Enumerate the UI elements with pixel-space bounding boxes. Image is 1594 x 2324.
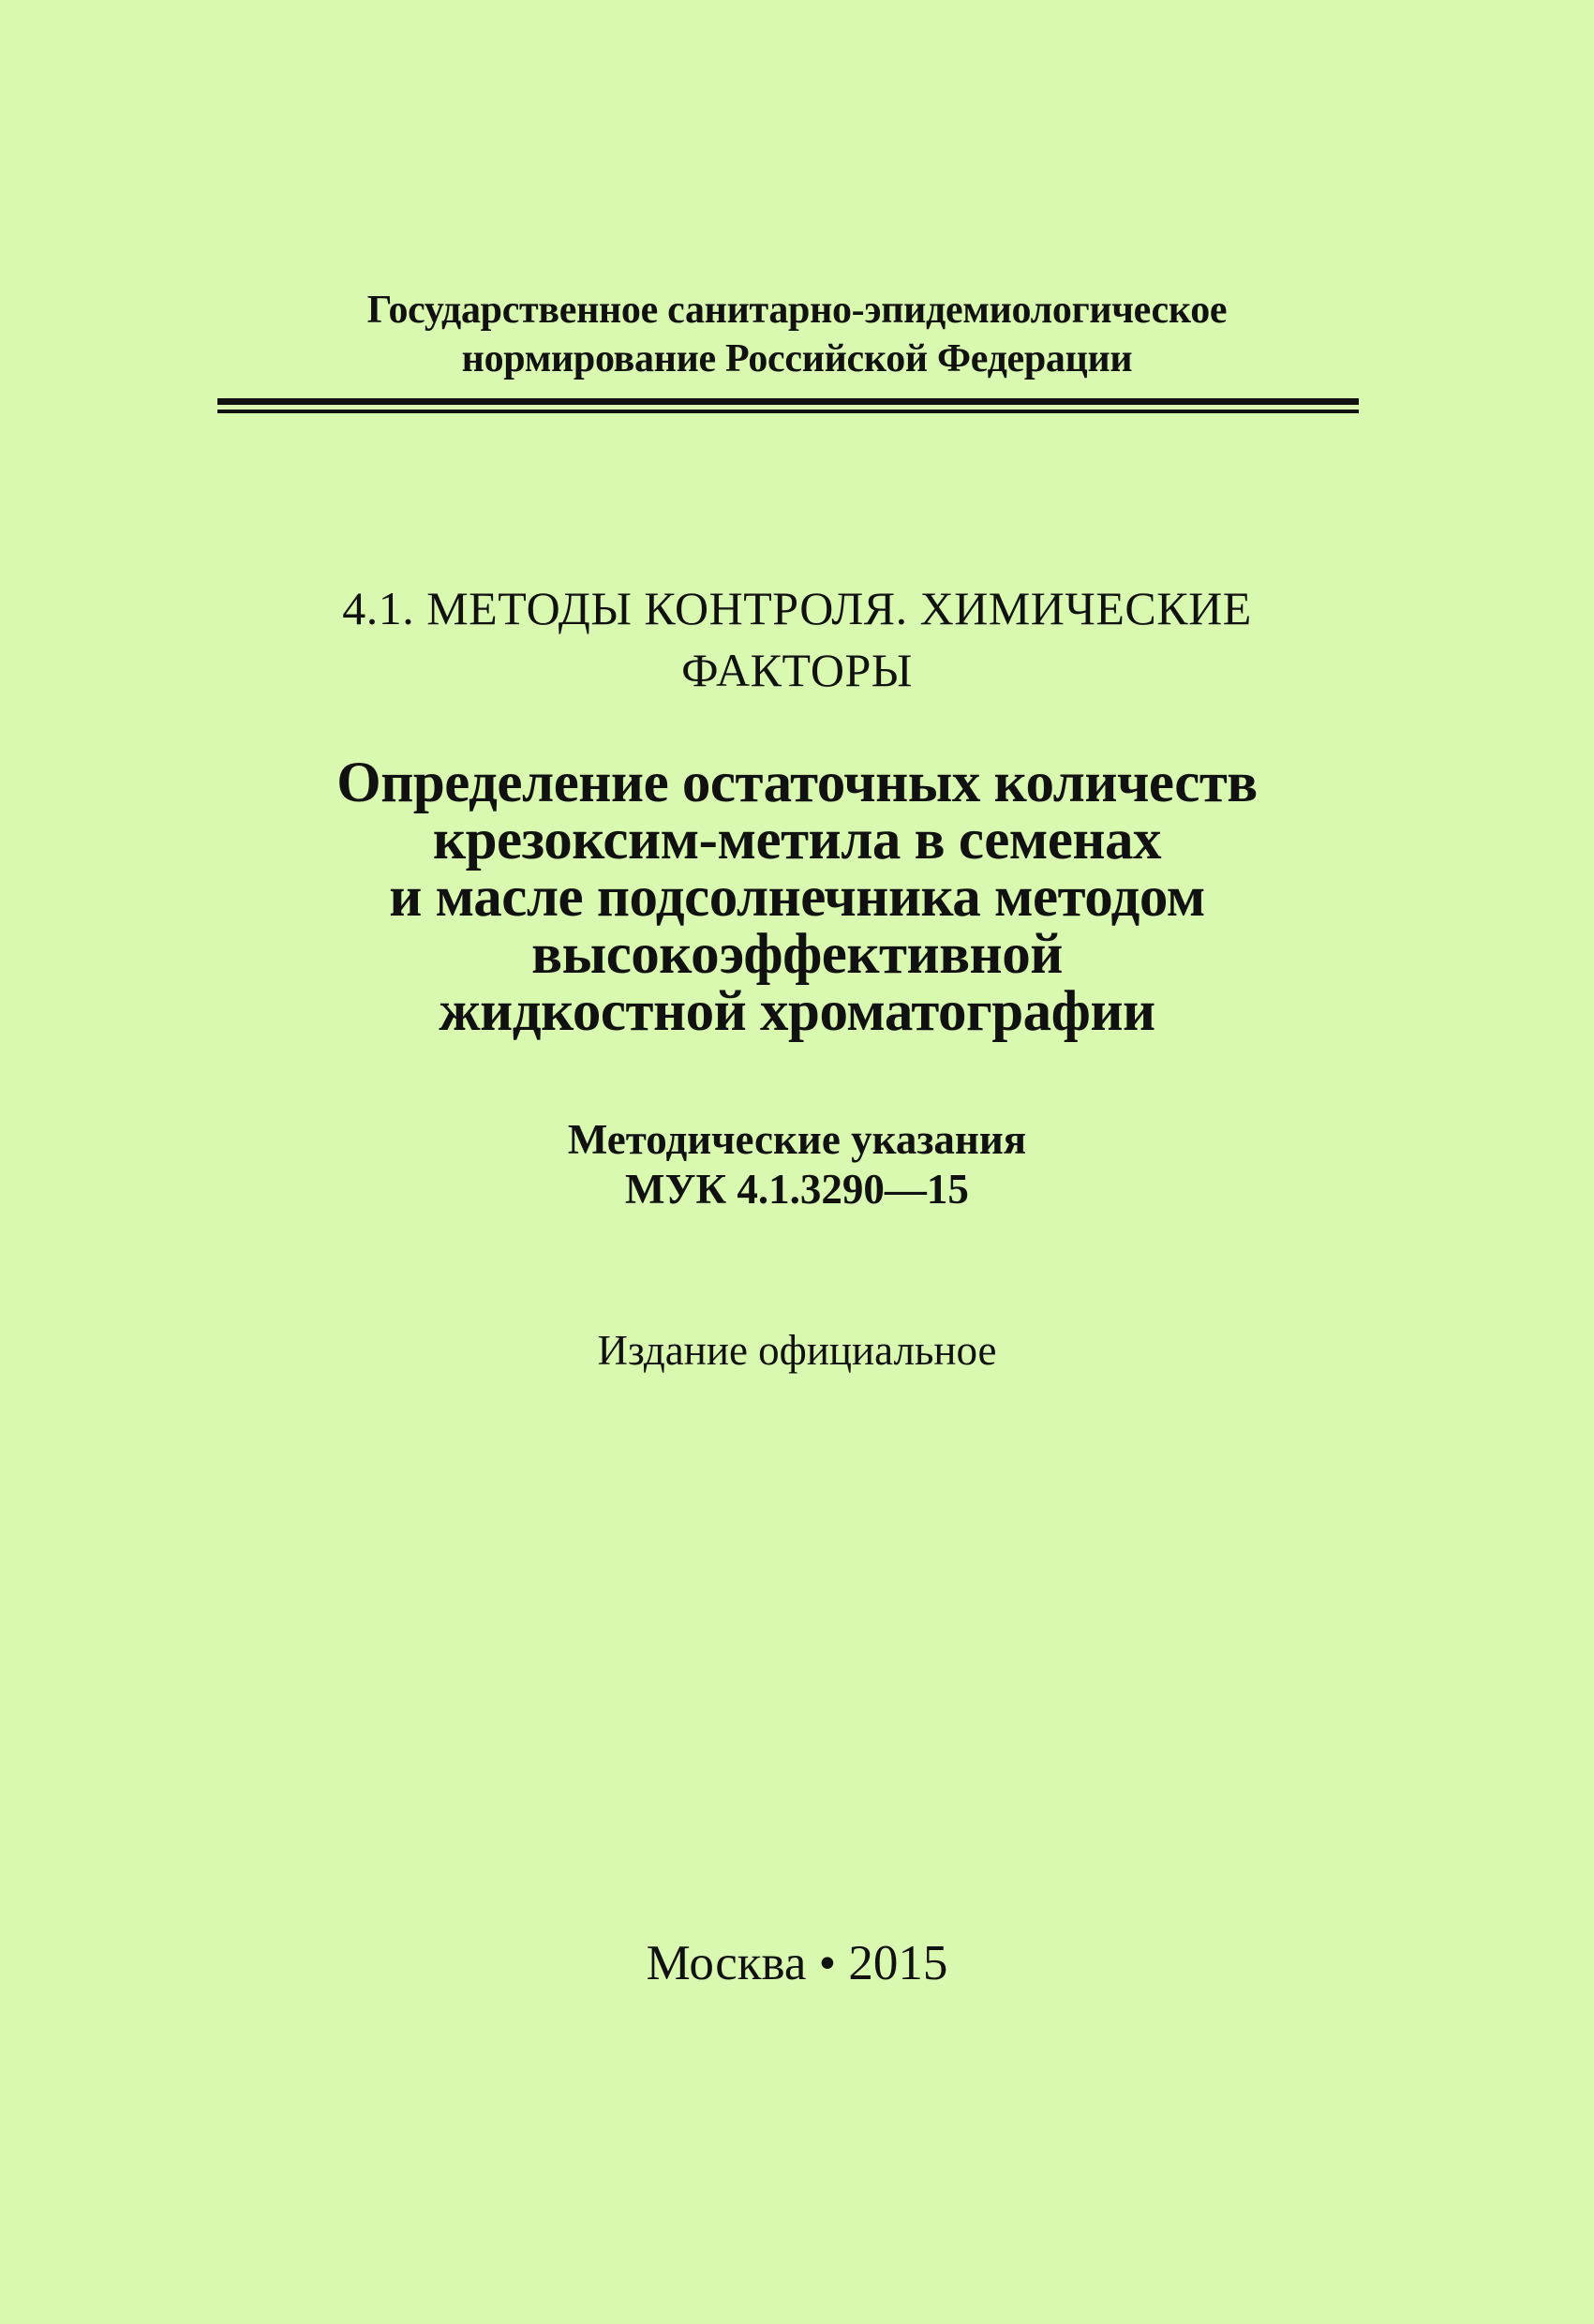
title-line-1: Определение остаточных количеств [336,752,1258,814]
document-title [0,752,1594,1043]
divider-thin-line [217,410,1359,413]
edition-note [0,1324,1594,1377]
document-type [0,1115,1594,1214]
issuer-line-1: Государственное санитарно-эпидемиологическое [366,289,1228,332]
divider-thick-line [217,398,1359,405]
imprint [0,1932,1594,1994]
title-line-5: жидкостной хроматографии [439,980,1155,1043]
title-line-3: и масле подсолнечника методом [389,866,1205,929]
title-line-4: высокоэффективной [531,923,1063,986]
document-type-label: Методические указания [567,1116,1027,1163]
edition-label: Издание официальное [597,1327,997,1374]
section-heading [0,577,1594,701]
title-line-2: крезоксим-метила в семенах [432,809,1162,872]
section-line-2: ФАКТОРЫ [681,644,913,696]
issuer-line-2: нормирование Российской Федерации [461,337,1133,380]
issuer-header [0,286,1594,383]
header-divider [217,398,1359,415]
imprint-city-year: Москва • 2015 [646,1936,948,1990]
document-code: МУК 4.1.3290—15 [625,1166,969,1213]
section-line-1: 4.1. МЕТОДЫ КОНТРОЛЯ. ХИМИЧЕСКИЕ [342,582,1252,634]
